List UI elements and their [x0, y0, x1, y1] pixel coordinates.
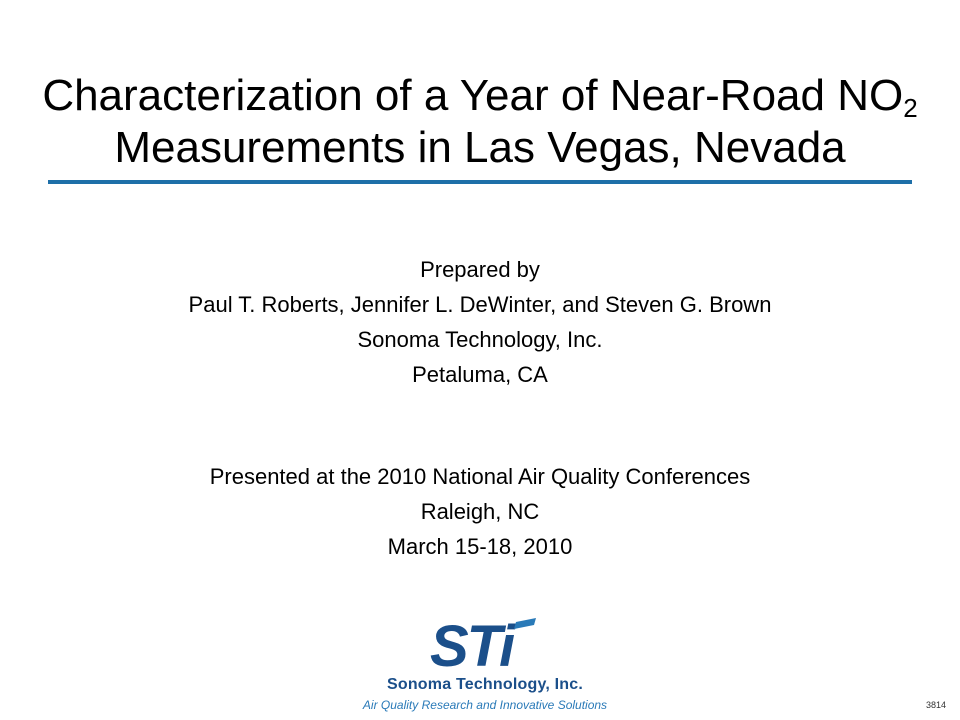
sti-logo — [340, 616, 630, 716]
prepared-by-block — [0, 252, 960, 392]
conference-name: Presented at the 2010 National Air Quality Conferences — [209, 464, 751, 489]
conference-location: Raleigh, NC — [420, 499, 540, 524]
title-line-2: Measurements in Las Vegas, Nevada — [114, 123, 846, 172]
logo-company-name: Sonoma Technology, Inc. — [386, 676, 584, 693]
title-divider — [48, 180, 912, 184]
presented-at-block — [0, 459, 960, 564]
organization-location: Petaluma, CA — [412, 362, 548, 387]
slide-title — [0, 70, 960, 174]
organization: Sonoma Technology, Inc. — [357, 327, 603, 352]
title-line-1 — [0, 70, 960, 122]
sti-logo-wordmark: STi — [430, 616, 514, 674]
sti-logo-mark — [428, 616, 542, 674]
logo-tagline: Air Quality Research and Innovative Solutions — [362, 698, 608, 712]
title-line-1-text: Characterization of a Year of Near-Road NO — [42, 71, 904, 120]
slide-number: 3814 — [925, 700, 946, 710]
authors: Paul T. Roberts, Jennifer L. DeWinter, and Steven G. Brown — [188, 292, 772, 317]
conference-dates: March 15-18, 2010 — [387, 534, 573, 559]
sti-logo-swoosh — [514, 618, 536, 629]
prepared-by-label: Prepared by — [420, 257, 540, 282]
title-subscript: 2 — [903, 93, 918, 123]
